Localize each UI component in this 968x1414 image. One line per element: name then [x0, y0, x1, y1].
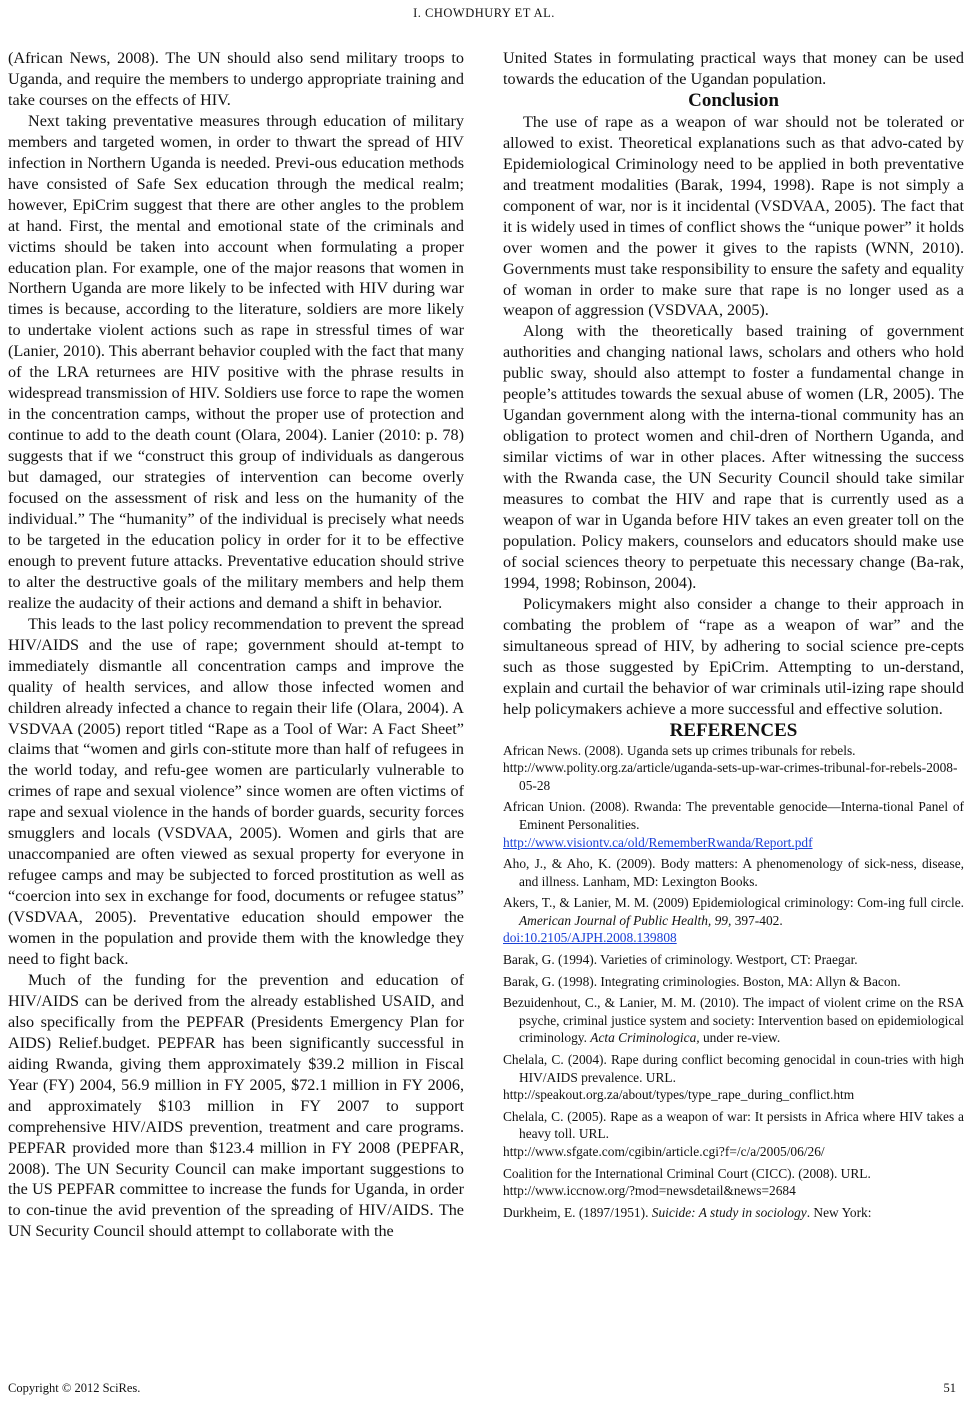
reference-text: Durkheim, E. (1897/1951). — [503, 1204, 652, 1220]
reference-item — [503, 1204, 964, 1222]
journal-title: Acta Criminologica, — [590, 1030, 700, 1046]
paragraph: Much of the funding for the prevention and education of HIV/AIDS can be derived from the already established USAID, and also specifically from the PEPFAR (Presidents Emergency Plan for AIDS) Relief.budget. PEPFAR has been significantly successful in aiding Rwanda, giving them approximately $39.2 million in Fiscal Year (FY) 2004, 56.9 million in FY 2005, $72.1 million in FY 2006, and approximately $103 million in FY 2007 to support comprehensive HIV/AIDS prevention, treatment and care programs. PEPFAR provided more than $123.4 million in FY 2008 (PEPFAR, 2008). The UN Security Council can make important suggestions to the US PEPFAR committee to increase the funds for Uganda, in order to con-tinue the avid prevention of the spreading of HIV/AIDS. The UN Security Council should attempt to collaborate with the — [8, 970, 464, 1241]
reference-item — [503, 973, 964, 991]
reference-text: Coalition for the International Criminal Court (CICC). (2008). URL. — [503, 1165, 871, 1181]
section-title-references: REFERENCES — [669, 719, 798, 741]
reference-item — [503, 1051, 964, 1104]
copyright-notice: Copyright © 2012 SciRes. — [8, 1381, 141, 1395]
journal-title: American Journal of Public Health, 99, — [519, 912, 732, 928]
paragraph: (African News, 2008). The UN should also send military troops to Uganda, and require the members to undergo appropriate training and take courses on the effects of HIV. — [8, 49, 464, 109]
paragraph: Policymakers might also consider a change to their approach in combating the problem of “rape as a weapon of war” and the simultaneous spread of HIV, by adhering to social science pre-cepts such as those suggested by EpiCrim. Attempting to un-derstand, explain and curtail the behavior of war criminals util-izing rape should help policymakers achieve a more successful and effective solution. — [503, 594, 964, 718]
paragraph: Next taking preventative measures through education of military members and targeted women, in order to thwart the spread of HIV infection in Northern Uganda is needed. Previ-ous education methods have consisted of Safe Sex education through the medical realm; however, EpiCrim suggest that there are other angles to the problem at hand. First, the mental and emotional state of the criminals and victims should be taken into account when formulating a proper education plan. For example, one of the major reasons that women in Northern Uganda are more likely to be infected with HIV during war times is because, according to the literature, soldiers are more likely to undertake violent actions such as rape in stressful times of war (Lanier, 2010). This aberrant behavior coupled with the fact that many of the LRA returnees are HIV positive with the phrase results in widespread transmission of HIV. Soldiers use force to rape the women in the concentration camps, without the proper use of protection and continue to add to the death count (Olara, 2004). Lanier (2010: p. 78) suggests that if we “construct this group of individuals as dangerous but damaged, our strategies of intervention can become overly focused on the assessment of risk and less on the humanity of the individual.” The “humanity” of the individual is precisely what needs to be targeted in the education policy in order for it to be effective enough to prevent future attacks. Preventative education should strive to alter the destructive goals of the military members and help them realize the audacity of their actions and demand a shift in behavior. — [8, 111, 464, 612]
paragraph: This leads to the last policy recommendation to prevent the spread HIV/AIDS and the use of rape; government should at-tempt to immediately dismantle all concentration camps and improve the quality of health services, and allow those infected women and children already infected a chance to regain their life (Olara, 2004). A VSDVAA (2005) report titled “Rape as a Tool of War: A Fact Sheet” claims that “women and girls con-stitute more than half of refugees in the world today, and refu-gee women are particularly vulnerable to crimes of rape and sexual violence” since women are often victims of rape and sexual violence in the hands of border guards, security forces smugglers and locals (VSDVAA, 2005). Women and girls that are unaccompanied are often viewed as sexual property for everyone in refugee camps and may be subjected to forced prostitution as well as “coercion into sex in exchange for food, documents or refugee status” (VSDVAA, 2005). Preventative education should empower the women in the population and provide them with the knowledge they need to fight back. — [8, 614, 464, 968]
reference-text: Chelala, C. (2005). Rape as a weapon of war: It persists in Africa where HIV takes a heavy toll. URL. — [503, 1108, 964, 1142]
reference-url: http://www.polity.org.za/article/uganda-sets-up-war-crimes-tribunal-for-rebels-2008-05-28 — [503, 760, 958, 793]
reference-item — [503, 1165, 964, 1200]
reference-item — [503, 951, 964, 969]
section-title-conclusion: Conclusion — [688, 89, 779, 111]
paragraph: United States in formulating practical ways that money can be used towards the education of the Ugandan population. — [503, 49, 964, 88]
reference-item — [503, 994, 964, 1047]
paragraph: Along with the theoretically based training of government authorities and changing national laws, scholars and others who hold public sway, should also attempt to foster a fundamental change in people’s attitudes towards the sexual abuse of women (LR, 2005). The Ugandan government along with the interna-tional community has an obligation to protect women and chil-dren of Northern Uganda, and similar victims of war in other places. After witnessing the success with the Rwanda case, the UN Security Council should take similar measures to combat the HIV and rape that is currently used as a weapon of war in Uganda before HIV takes an even greater toll on the population. Policy makers, counselors and educators should make use of social sciences theory to perpetuate this necessary change (Ba-rak, 1994, 1998; Robinson, 2004). — [503, 322, 964, 592]
reference-text: under re-view. — [699, 1030, 781, 1046]
reference-text: Barak, G. (1994). Varieties of criminology. Westport, CT: Praegar. — [503, 952, 858, 968]
left-column — [8, 48, 464, 1242]
reference-text: 397-402. — [731, 912, 783, 928]
reference-link[interactable]: http://www.visiontv.ca/old/RememberRwanda/Report.pdf — [503, 834, 813, 850]
reference-text: African News. (2008). Uganda sets up crimes tribunals for rebels. — [503, 742, 856, 758]
reference-text: Aho, J., & Aho, K. (2009). Body matters: A phenomenology of sick-ness, disease, and illness. Lanham, MD: Lexington Books. — [503, 856, 964, 889]
reference-url: http://www.iccnow.org/?mod=newsdetail&news=2684 — [503, 1183, 796, 1199]
reference-text: Akers, T., & Lanier, M. M. (2009) Epidemiological criminology: Com-ing full circle. — [503, 895, 964, 911]
running-head: I. CHOWDHURY ET AL. — [413, 6, 555, 20]
reference-item — [503, 855, 964, 890]
reference-url: http://www.sfgate.com/cgibin/article.cgi?f=/c/a/2005/06/26/ — [503, 1144, 825, 1160]
reference-item — [503, 894, 964, 947]
page-number: 51 — [943, 1381, 956, 1395]
reference-text: Bezuidenhout, C., & Lanier, M. M. (2010). The impact of violent crime on the RSA psyche, criminal justice system and society: Intervention based on epidemiological criminology. — [503, 995, 964, 1046]
reference-text: Chelala, C. (2004). Rape during conflict becoming genocidal in coun-tries with high HIV/AIDS prevalence. URL. — [503, 1052, 964, 1085]
reference-list — [503, 742, 964, 1222]
reference-item — [503, 742, 964, 795]
paragraph: The use of rape as a weapon of war should not be tolerated or allowed to exist. Theoretical explanations such as that advo-cated by Epidemiological Criminology need to be applied in both preventative and treatment modalities (Barak, 1994, 1998). Rape is not simply a component of war, nor is it incidental (VSDVAA, 2005). The fact that it is widely used in times of conflict shows the “unique power” it holds over women and the power it gives to the rapists (WNN, 2010). Governments must take responsibility to ensure the safety and equality of woman in order to make sure that rape is no longer used as a weapon of aggression (VSDVAA, 2005). — [503, 112, 964, 320]
reference-text: . New York: — [806, 1204, 872, 1220]
reference-item — [503, 798, 964, 851]
reference-text: Barak, G. (1998). Integrating criminologies. Boston, MA: Allyn & Bacon. — [503, 973, 901, 989]
right-column — [503, 48, 964, 1225]
reference-text: African Union. (2008). Rwanda: The preventable genocide—Interna-tional Panel of Eminent Personalities. — [503, 799, 964, 832]
reference-url: http://speakout.org.za/about/types/type_rape_during_conflict.htm — [503, 1087, 855, 1103]
reference-doi-link[interactable]: doi:10.2105/AJPH.2008.139808 — [503, 930, 677, 946]
book-title: Suicide: A study in sociology — [651, 1204, 807, 1220]
reference-item — [503, 1108, 964, 1161]
